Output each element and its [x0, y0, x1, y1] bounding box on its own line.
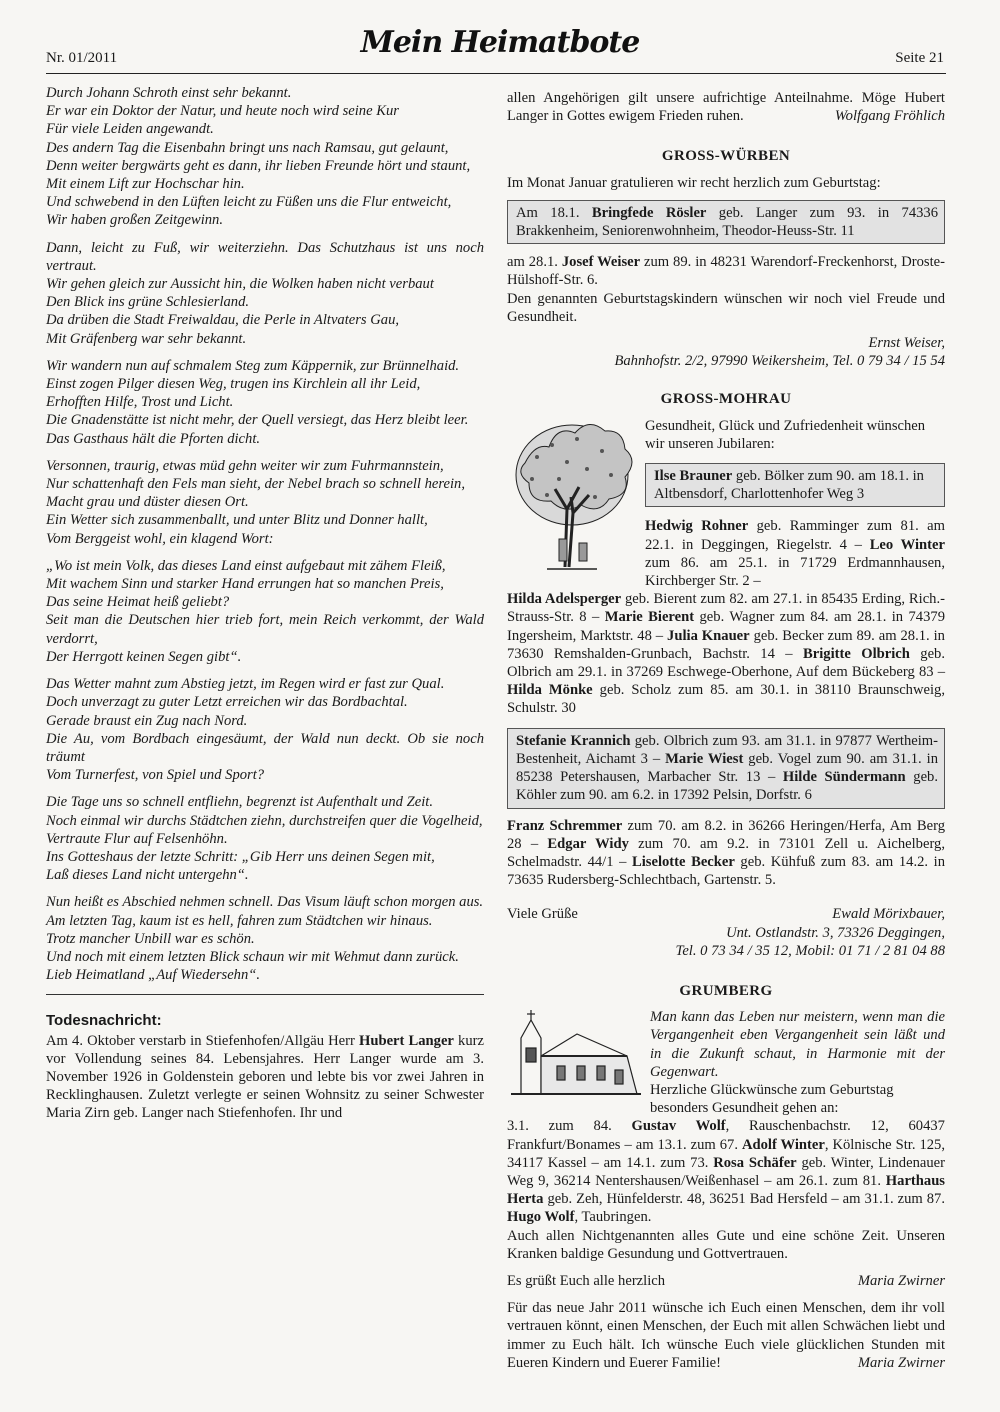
grumberg-intro: Herzliche Glückwünsche zum Geburtstag besonders Gesundheit gehen an: — [650, 1081, 894, 1117]
gross-mohrau-top — [507, 417, 945, 591]
grumberg-signature: Maria Zwirner — [857, 1272, 945, 1289]
poem-stanza — [46, 675, 484, 784]
poem-line: Laß dieses Land nicht untergehn“. — [46, 867, 249, 884]
poem-line: Des andern Tag die Eisenbahn bringt uns nach Ramsau, gut gelaunt, — [46, 139, 449, 156]
entry-name: Franz Schremmer — [507, 817, 623, 834]
entry-date: am 28.1. — [507, 254, 562, 271]
poem-line: Dann, leicht zu Fuß, wir weiterziehn. Das Schutzhaus ist uns noch vertraut. — [46, 239, 484, 274]
entry-details: geb. Kühfuß zum 83. am 14.2. in 73635 Rudersberg-Schlechtbach, Gartenstr. 5. — [507, 853, 945, 889]
grumberg-top — [507, 1008, 945, 1117]
poem-line: „Wo ist mein Volk, das dieses Land einst aufgebaut mit zähem Fleiß, — [46, 557, 446, 574]
poem-stanza — [46, 357, 484, 448]
poem-line: Wir gehen gleich zur Aussicht hin, die Wolken haben nicht verbaut — [46, 276, 434, 293]
poem-stanza — [46, 457, 484, 548]
entry-details: geb. Bierent zum 82. am 27.1. in 85435 Erding, Rich.-Strauss-Str. 8 – — [507, 591, 945, 626]
entry-name: Hedwig Rohner — [645, 518, 749, 535]
poem-line: Durch Johann Schroth einst sehr bekannt. — [46, 85, 292, 101]
gross-wuerben-sig-name: Ernst Weiser, — [868, 335, 945, 352]
page-number: Seite 21 — [895, 50, 944, 66]
gross-mohrau-entries-b — [507, 590, 945, 717]
entry-details: geb. Scholz zum 85. am 30.1. in 38110 Braunschweig, Schulstr. 30 — [507, 682, 945, 717]
gross-mohrau-entries2 — [507, 817, 945, 890]
entry-name: Julia Knauer — [667, 627, 750, 644]
header-rule — [46, 73, 946, 74]
poem-line: Wir haben großen Zeitgewinn. — [46, 212, 224, 229]
gross-mohrau-sig-tel: Tel. 0 73 34 / 35 12, Mobil: 01 71 / 2 81 04 88 — [675, 942, 945, 959]
obituary-text-end: kurz vor Vollendung seines 84. Lebensjahres. Herr Langer wurde am 3. November 1926 in Goldenstein geboren und lebte bis vor zwei Jahren in Recklinghausen. Zuletzt verlegte er seinen Wohnsitz zu seiner Schwester Maria Zirn geb. Langer nach Stiefenhofen. Ihr und — [46, 1032, 484, 1122]
gross-wuerben-box — [507, 200, 945, 244]
gross-mohrau-box1 — [645, 463, 945, 507]
poem-line: Lieb Heimatland „Auf Wiedersehn“. — [46, 967, 261, 984]
poem-stanza — [46, 557, 484, 666]
masthead-text: Mein Heimatbote — [360, 25, 640, 60]
grumberg-quote: Man kann das Leben nur meistern, wenn man die Vergangenheit eben Vergangenheit sein läßt und in die Zukunft schaut, in Harmonie mit der Gegenwart. — [650, 1009, 945, 1080]
entry-details: zum 86. am 25.1. in 71729 Erdmannhausen, Kirchberger Str. 2 – — [645, 554, 945, 590]
church-illustration — [507, 1008, 642, 1117]
entry-name: Marie Wiest — [665, 750, 744, 767]
left-column — [46, 84, 484, 1123]
poem-line: Die Tage uns so schnell entfliehn, begrenzt ist Aufenthalt und Zeit. — [46, 794, 433, 811]
gross-wuerben-sig-addr: Bahnhofstr. 2/2, 97990 Weikersheim, Tel. 0 79 34 / 15 54 — [614, 353, 945, 370]
issue-number: Nr. 01/2011 — [46, 50, 118, 66]
entry-details: geb. Wagner zum 84. am 28.1. in 74379 Ingersheim, Marktstr. 48 – — [507, 609, 945, 644]
entry-name: Edgar Widy — [547, 835, 629, 852]
box-date: Am 18.1. — [516, 204, 592, 221]
poem-line: Vom Turnerfest, von Spiel und Sport? — [46, 767, 265, 784]
gross-wuerben-wishes: Den genannten Geburtstagskindern wünschen wir noch viel Freude und Gesundheit. — [507, 290, 945, 325]
entry-details: , Rauschenbachstr. 12, 60437 Frankfurt/Bonames – am 13.1. zum 67. — [507, 1118, 945, 1153]
box-details: geb. Langer zum 93. in 74336 Brakkenheim, Seniorenwohnheim, Theodor-Heuss-Str. 11 — [516, 204, 939, 240]
entry-details: zum 70. am 8.2. in 36266 Heringen/Herfa, Am Berg 28 – — [507, 817, 945, 852]
entry-name: Harthaus Herta — [507, 1172, 945, 1208]
poem-line: Da drüben die Stadt Freiwaldau, die Perle in Altvaters Gau, — [46, 312, 400, 329]
poem-line: Nun heißt es Abschied nehmen schnell. Das Visum läuft schon morgen aus. — [46, 894, 484, 911]
gross-wuerben-intro: Im Monat Januar gratulieren wir recht herzlich zum Geburtstag: — [507, 174, 881, 191]
poem-line: Wir wandern nun auf schmalem Steg zum Käppernik, zur Brünnelhaid. — [46, 357, 460, 374]
entry-name: Hilda Adelsperger — [507, 591, 622, 608]
divider — [46, 994, 484, 995]
gross-mohrau-signature-row — [507, 905, 945, 923]
entry-details: , Kölnische Str. 125, 34117 Kassel – am 14.1. zum 73. — [507, 1136, 945, 1171]
poem-line: Die Gnadenstätte ist nicht mehr, der Quell versiegt, das Herz bleibt leer. — [46, 412, 469, 429]
poem-line: Das seine Heimat heiß geliebt? — [46, 594, 230, 611]
poem-line: Vertraute Flur auf Felsenhöhn. — [46, 830, 228, 847]
entry-details: geb. Winter, Lindenauer Weg 9, 36214 Nentershausen/Weißenhasel – am 26.1. zum 81. — [507, 1154, 945, 1189]
right-column — [507, 89, 945, 1372]
poem-line: Mit einem Lift zur Hochschar hin. — [46, 176, 245, 193]
entry-details: geb. Olbrich am 29.1. in 37269 Eschwege-Oberhone, Auf dem Bückeberg 83 – — [507, 645, 945, 681]
poem-line: Versonnen, traurig, etwas müd gehn weiter wir zum Fuhrmannstein, — [46, 457, 444, 474]
grumberg-signature-row — [507, 1272, 945, 1290]
poem-line: Nur schattenhaft den Fels man sieht, der Nebel brach so schnell herein, — [46, 476, 465, 493]
entry-name: Hugo Wolf — [507, 1209, 575, 1226]
heading-gross-mohrau: GROSS-MOHRAU — [660, 391, 792, 408]
obituary-continued-text: allen Angehörigen gilt unsere aufrichtige Anteilnahme. Möge Hubert Langer in Gottes ewigem Frieden ruhen. — [507, 90, 945, 125]
heading-gross-wuerben: GROSS-WÜRBEN — [661, 148, 791, 165]
obituary-name: Hubert Langer — [358, 1032, 454, 1049]
poem-line: Den Blick ins grüne Schlesierland. — [46, 294, 250, 311]
obituary-title: Todesnachricht: — [46, 1012, 162, 1030]
entry-details: geb. Ramminger zum 81. am 22.1. in Deggingen, Riegelstr. 4 – — [645, 518, 945, 553]
entry-name: Adolf Winter — [741, 1136, 825, 1153]
entry-name: Hilde Sündermann — [782, 769, 906, 786]
entry-name: Marie Bierent — [604, 609, 695, 626]
tree-icon — [507, 417, 637, 577]
entry-details: geb. Becker zum 89. am 28.1. in 73630 Remshalden-Grunbach, Bachstr. 14 – — [507, 627, 945, 662]
poem-stanza — [46, 893, 484, 984]
gross-mohrau-entries-a — [645, 517, 945, 590]
entry-name: Hilda Mönke — [507, 682, 593, 699]
box1-name: Ilse Brauner — [654, 468, 733, 485]
grumberg-quote-block — [650, 1008, 945, 1117]
entry-name: Leo Winter — [869, 536, 945, 553]
grumberg-greet: Es grüßt Euch alle herzlich — [507, 1272, 666, 1289]
entry-details: zum 70. am 9.2. in 73101 Zell u. Aichelberg, Schelmadstr. 44/1 – — [507, 835, 945, 870]
entry-details: geb. Köhler zum 90. am 6.2. in 17392 Pelsin, Dorfstr. 6 — [516, 769, 938, 804]
gross-mohrau-intro: Gesundheit, Glück und Zufriedenheit wünschen wir unseren Jubilaren: — [645, 417, 926, 452]
gross-mohrau-intro-block — [645, 417, 945, 591]
obituary-continued — [507, 89, 945, 125]
entry-details: geb. Olbrich zum 93. am 31.1. in 97877 Wertheim-Bestenheit, Aichamt 3 – — [516, 732, 938, 767]
poem — [46, 84, 484, 984]
poem-line: Noch einmal wir durchs Städtchen ziehn, durchstreifen quer die Vogelheid, — [46, 812, 483, 829]
obituary-text-start: Am 4. Oktober verstarb in Stiefenhofen/Allgäu Herr — [46, 1032, 359, 1049]
poem-line: Seit man die Deutschen hier trieb fort, mein Reich verkommt, der Wald verdorrt, — [46, 612, 484, 647]
newyear-signature: Maria Zwirner — [857, 1354, 945, 1371]
tree-illustration — [507, 417, 637, 591]
poem-line: Die Au, vom Bordbach eingesäumt, der Wald nun deckt. Ob sie noch träumt — [46, 730, 484, 765]
heading-grumberg: GRUMBERG — [679, 982, 773, 999]
church-icon — [507, 1008, 642, 1100]
poem-line: Mit wachem Sinn und starker Hand errungen hat so manchen Preis, — [46, 576, 444, 593]
gross-mohrau-sig-addr: Unt. Ostlandstr. 3, 73326 Deggingen, — [726, 924, 945, 941]
poem-stanza — [46, 793, 484, 884]
obituary-signature: Wolfgang Fröhlich — [834, 108, 945, 125]
poem-line: Vom Berggeist wohl, ein klagend Wort: — [46, 530, 274, 547]
poem-line: Erhofften Hilfe, Trost und Licht. — [46, 394, 234, 411]
obituary — [46, 1012, 484, 1122]
gross-mohrau-greet: Viele Grüße — [507, 906, 578, 923]
grumberg-closing: Auch allen Nichtgenannten alles Gute und eine schöne Zeit. Unseren Kranken baldige Gesundung und Gottvertrauen. — [507, 1227, 945, 1262]
box-name: Bringfede Rösler — [591, 204, 707, 221]
poem-line: Ins Gotteshaus der letzte Schritt: „Gib Herr uns deinen Segen mit, — [46, 848, 435, 865]
entry-name: Liselotte Becker — [632, 853, 735, 870]
entry-name: Josef Weiser — [561, 254, 641, 271]
poem-line: Trotz mancher Unbill war es schön. — [46, 930, 255, 947]
poem-line: Doch unverzagt zu guter Letzt erreichen wir das Bordbachtal. — [46, 694, 408, 711]
poem-line: Einst zogen Pilger diesen Weg, trugen ins Kirchlein all ihr Leid, — [46, 376, 421, 393]
entry-details: , Taubringen. — [574, 1209, 652, 1226]
poem-line: Für viele Leiden angewandt. — [46, 121, 214, 138]
entry-details: zum 89. in 48231 Warendorf-Freckenhorst, Droste-Hülshoff-Str. 6. — [507, 254, 945, 289]
grumberg-newyear — [507, 1299, 945, 1372]
poem-line: Das Gasthaus hält die Pforten dicht. — [46, 430, 261, 447]
entry-details: geb. Vogel zum 90. am 31.1. in 85238 Petershausen, Marbacher Str. 13 – — [516, 750, 938, 786]
entry-name: Brigitte Olbrich — [803, 645, 910, 662]
entry-details: geb. Zeh, Hünfelderstr. 48, 36251 Bad Hersfeld – am 31.1. zum 87. — [543, 1191, 945, 1208]
entry-name: Stefanie Krannich — [516, 732, 631, 749]
poem-line: Mit Gräfenberg war sehr bekannt. — [46, 330, 247, 347]
poem-line: Und schwebend in den Lüften leicht zu Füßen uns die Flur entweicht, — [46, 194, 452, 211]
poem-line: Ein Wetter sich zusammenballt, und unter Blitz und Donner hallt, — [46, 512, 428, 529]
poem-line: Und noch mit einem letzten Blick schaun wir mit Wehmut dann zurück. — [46, 948, 459, 965]
entry-date: 3.1. zum 84. — [507, 1118, 632, 1135]
poem-stanza — [46, 84, 484, 230]
poem-line: Macht grau und düster diesen Ort. — [46, 494, 249, 511]
gross-mohrau-sig-name: Ewald Mörixbauer, — [832, 906, 945, 923]
obituary-text — [46, 1032, 484, 1123]
poem-line: Der Herrgott keinen Segen gibt“. — [46, 648, 242, 665]
gross-wuerben-entry — [507, 253, 945, 289]
grumberg-entries — [507, 1117, 945, 1226]
newyear-text: Für das neue Jahr 2011 wünsche ich Euch einen Menschen, dem ihr voll vertrauen könnt, einen Menschen, der Euch mit allen Schwächen liebt und immer zu Euch hält. Ich wünsche Euch viele glücklichen Stunden mit Eueren Kindern und Euerer Familie! — [507, 1300, 945, 1371]
gross-mohrau-box2 — [507, 728, 945, 809]
poem-line: Denn weiter bergwärts geht es dann, ihr lieben Freunde hört und staunt, — [46, 157, 471, 174]
poem-line: Am letzten Tag, kaum ist es hell, fahren zum Städtchen wir hinaus. — [46, 912, 433, 929]
poem-stanza — [46, 239, 484, 348]
box1-details: geb. Bölker zum 90. am 18.1. in Altbensdorf, Charlottenhofer Weg 3 — [654, 468, 924, 503]
poem-line: Er war ein Doktor der Natur, und heute noch wird seine Kur — [46, 103, 399, 120]
entry-name: Rosa Schäfer — [713, 1154, 797, 1171]
entry-name: Gustav Wolf — [631, 1118, 726, 1135]
poem-line: Gerade braust ein Zug nach Nord. — [46, 712, 248, 729]
poem-line: Das Wetter mahnt zum Abstieg jetzt, im Regen wird er fast zur Qual. — [46, 676, 445, 693]
